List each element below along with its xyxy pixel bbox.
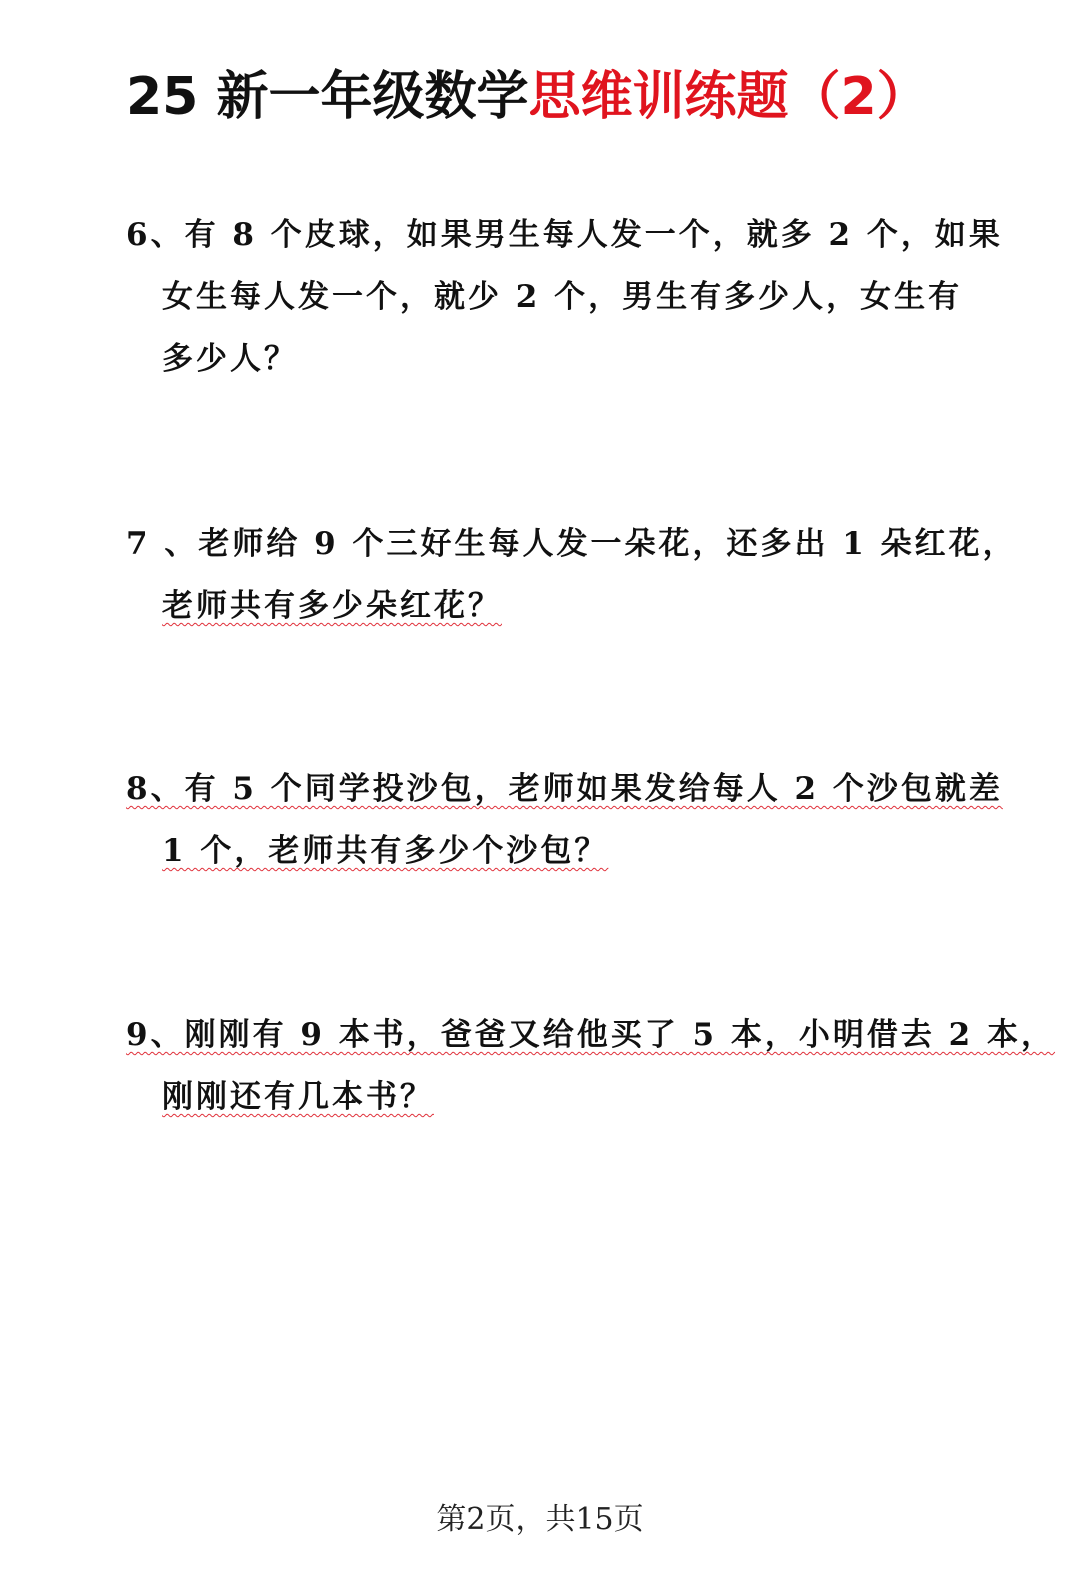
- question-6-line-2: 女生每人发一个，就少 2 个，男生有多少人，女生有: [162, 279, 963, 315]
- question-9-line-2: 刚刚还有几本书？: [162, 1079, 434, 1115]
- question-8-line-1-wrap: [126, 758, 1003, 820]
- question-6-line-3: 多少人？: [162, 341, 298, 377]
- question-9-line-1: 9、刚刚有 9 本书，爸爸又给他买了 5 本，小明借去 2 本，: [126, 1017, 1056, 1053]
- title-highlight: 思维训练题（2）: [528, 67, 929, 127]
- question-7-line-2-wrap: [126, 575, 956, 637]
- question-8-line-2: 1 个，老师共有多少个沙包？: [162, 833, 609, 869]
- question-9-line-1-wrap: [126, 1004, 1056, 1066]
- page-title: [126, 62, 929, 132]
- question-9-line-2-wrap: [126, 1066, 956, 1128]
- question-9: [126, 1004, 1056, 1128]
- question-6-line-1: 6、有 8 个皮球，如果男生每人发一个，就多 2 个，如果: [126, 217, 1003, 253]
- question-8-line-2-wrap: [126, 820, 956, 882]
- question-6: [126, 204, 1003, 390]
- question-8: [126, 758, 1003, 882]
- question-8-line-1: 8、有 5 个同学投沙包，老师如果发给每人 2 个沙包就差: [126, 771, 1003, 807]
- title-prefix: 25 新一年级数学: [126, 67, 529, 127]
- question-7-line-2: 老师共有多少朵红花？: [162, 588, 502, 624]
- question-7-line-1: 7 、老师给 9 个三好生每人发一朵花，还多出 1 朵红花，: [126, 526, 1017, 562]
- page-footer: 第2页，共15页: [436, 1502, 644, 1537]
- question-7: [126, 513, 1017, 637]
